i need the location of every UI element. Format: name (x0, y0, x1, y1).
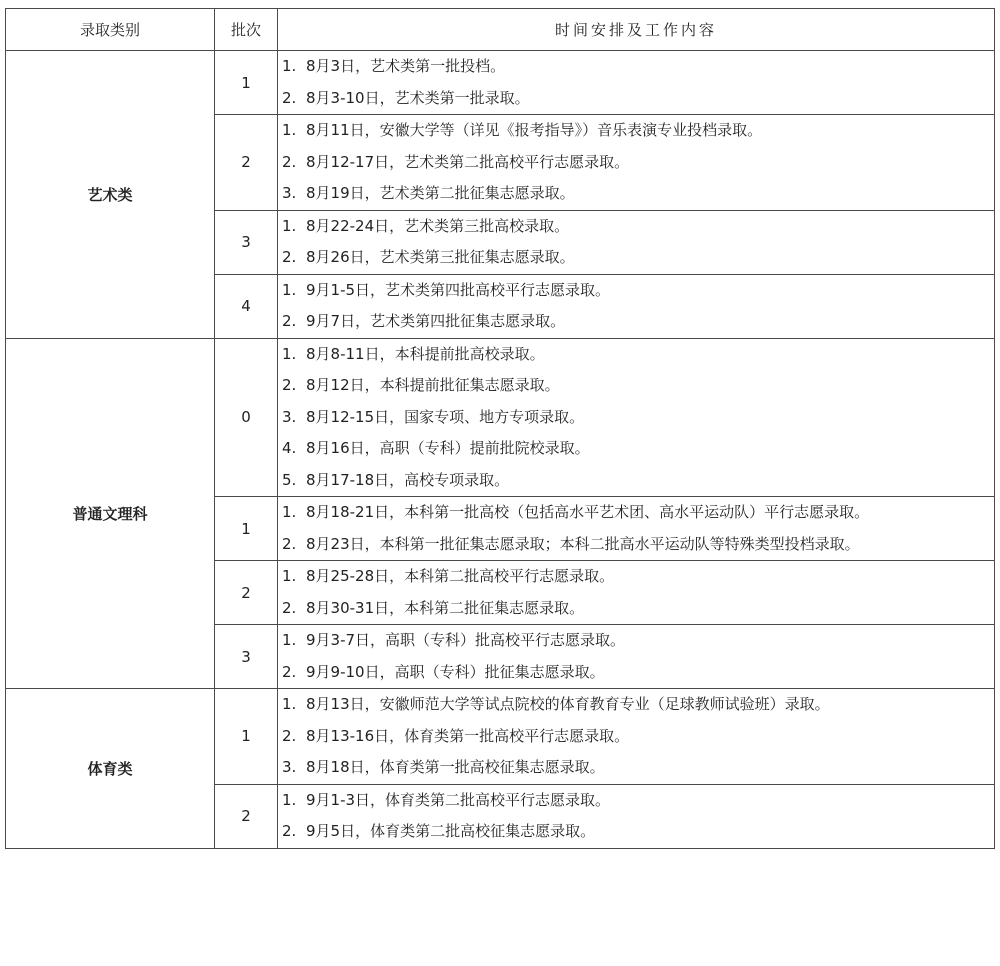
item-text: 9月1-5日，艺术类第四批高校平行志愿录取。 (306, 280, 611, 299)
content-cell (278, 561, 995, 625)
item-number: 1. (282, 631, 297, 649)
item-number: 1. (282, 567, 297, 585)
schedule-item (282, 465, 994, 497)
content-cell (278, 115, 995, 211)
schedule-item (282, 625, 994, 657)
schedule-item (282, 561, 994, 593)
item-number: 2. (282, 822, 297, 840)
schedule-item (282, 785, 994, 817)
schedule-item (282, 657, 994, 689)
item-text: 8月18日，体育类第一批高校征集志愿录取。 (306, 758, 605, 776)
item-text: 8月18-21日，本科第一批高校（包括高水平艺术团、高水平运动队）平行志愿录取。 (306, 503, 870, 521)
schedule-item (282, 115, 994, 147)
schedule-item (282, 370, 994, 402)
batch-cell: 2 (215, 784, 278, 848)
schedule-item (282, 211, 994, 243)
schedule-item (282, 593, 994, 625)
table-row (6, 51, 995, 115)
category-cell: 普通文理科 (6, 338, 215, 689)
item-number: 5. (282, 470, 297, 489)
batch-cell: 1 (215, 497, 278, 561)
content-cell (278, 274, 995, 338)
item-number: 4. (282, 439, 297, 457)
item-number: 2. (282, 152, 297, 171)
batch-cell: 2 (215, 115, 278, 211)
batch-cell: 2 (215, 561, 278, 625)
schedule-item (282, 529, 994, 561)
item-number: 2. (282, 662, 297, 681)
schedule-item (282, 275, 994, 307)
item-text: 9月5日，体育类第二批高校征集志愿录取。 (306, 822, 596, 840)
item-number: 1. (282, 280, 297, 299)
schedule-item (282, 51, 994, 83)
table-row (6, 338, 995, 497)
category-cell: 体育类 (6, 689, 215, 849)
item-number: 2. (282, 88, 297, 107)
schedule-item (282, 752, 994, 784)
item-text: 9月7日，艺术类第四批征集志愿录取。 (306, 312, 566, 330)
item-text: 8月26日，艺术类第三批征集志愿录取。 (306, 248, 575, 266)
item-number: 3. (282, 184, 297, 202)
item-number: 1. (282, 121, 297, 139)
content-cell (278, 338, 995, 497)
item-number: 2. (282, 534, 297, 553)
item-number: 2. (282, 312, 297, 330)
item-text: 8月3-10日，艺术类第一批录取。 (306, 88, 530, 107)
schedule-item (282, 242, 994, 274)
batch-cell: 0 (215, 338, 278, 497)
table-row (6, 689, 995, 785)
content-cell (278, 625, 995, 689)
header-row (6, 9, 995, 51)
item-text: 8月25-28日，本科第二批高校平行志愿录取。 (306, 567, 615, 585)
item-text: 8月13日，安徽师范大学等试点院校的体育教育专业（足球教师试验班）录取。 (306, 695, 830, 713)
batch-cell: 3 (215, 625, 278, 689)
content-cell (278, 210, 995, 274)
item-number: 2. (282, 726, 297, 745)
item-text: 8月17-18日，高校专项录取。 (306, 470, 510, 489)
header-batch: 批次 (215, 9, 278, 51)
item-text: 8月23日，本科第一批征集志愿录取；本科二批高水平运动队等特殊类型投档录取。 (306, 534, 860, 553)
item-text: 8月30-31日，本科第二批征集志愿录取。 (306, 598, 585, 617)
item-number: 1. (282, 57, 297, 75)
schedule-item (282, 816, 994, 848)
content-cell (278, 497, 995, 561)
item-text: 8月12-17日，艺术类第二批高校平行志愿录取。 (306, 152, 630, 171)
item-number: 2. (282, 598, 297, 617)
item-text: 8月12日，本科提前批征集志愿录取。 (306, 376, 560, 394)
batch-cell: 4 (215, 274, 278, 338)
schedule-item (282, 433, 994, 465)
item-text: 8月16日，高职（专科）提前批院校录取。 (306, 439, 590, 457)
item-text: 8月13-16日，体育类第一批高校平行志愿录取。 (306, 726, 630, 745)
content-cell (278, 784, 995, 848)
schedule-item (282, 689, 994, 721)
item-number: 2. (282, 248, 297, 266)
item-text: 8月3日，艺术类第一批投档。 (306, 57, 506, 75)
schedule-item (282, 147, 994, 179)
item-number: 1. (282, 216, 297, 235)
item-number: 1. (282, 790, 297, 809)
admission-schedule-table (5, 8, 995, 849)
schedule-item (282, 306, 994, 338)
schedule-item (282, 83, 994, 115)
content-cell (278, 689, 995, 785)
item-number: 1. (282, 695, 297, 713)
item-number: 3. (282, 758, 297, 776)
schedule-item (282, 402, 994, 434)
header-category: 录取类别 (6, 9, 215, 51)
item-text: 8月12-15日，国家专项、地方专项录取。 (306, 407, 585, 426)
category-cell: 艺术类 (6, 51, 215, 339)
batch-cell: 3 (215, 210, 278, 274)
batch-cell: 1 (215, 51, 278, 115)
schedule-item (282, 339, 994, 371)
item-text: 9月9-10日，高职（专科）批征集志愿录取。 (306, 662, 605, 681)
item-text: 9月1-3日，体育类第二批高校平行志愿录取。 (306, 790, 611, 809)
item-number: 1. (282, 344, 297, 363)
schedule-item (282, 497, 994, 529)
item-number: 1. (282, 503, 297, 521)
batch-cell: 1 (215, 689, 278, 785)
item-number: 2. (282, 376, 297, 394)
item-text: 8月22-24日，艺术类第三批高校录取。 (306, 216, 570, 235)
schedule-item (282, 721, 994, 753)
item-text: 8月8-11日，本科提前批高校录取。 (306, 344, 545, 363)
item-text: 8月19日，艺术类第二批征集志愿录取。 (306, 184, 575, 202)
header-content: 时间安排及工作内容 (278, 9, 995, 51)
item-text: 8月11日，安徽大学等（详见《报考指导》）音乐表演专业投档录取。 (306, 121, 763, 139)
item-text: 9月3-7日，高职（专科）批高校平行志愿录取。 (306, 631, 626, 649)
schedule-item (282, 178, 994, 210)
item-number: 3. (282, 407, 297, 426)
content-cell (278, 51, 995, 115)
